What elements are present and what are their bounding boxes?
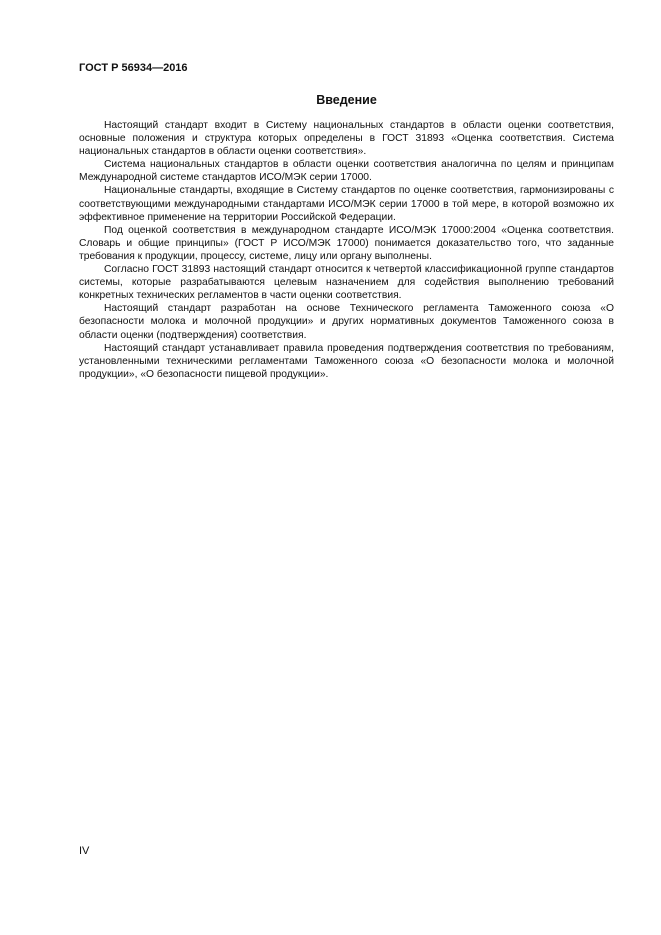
- introduction-body: [79, 119, 614, 381]
- paragraph-6: Настоящий стандарт разработан на основе Технического регламента Таможенного союза «О безопасности молока и молочной продукции» и других нормативных документов Таможенного союза в области оценки (подтверждения) соответствия.: [79, 303, 614, 341]
- paragraph-5: Согласно ГОСТ 31893 настоящий стандарт относится к четвертой классификационной группе стандартов системы, которые разрабатываются целевым назначением для содействия выполнению требований конкретных технических регламентов в части оценки соответствия.: [79, 264, 614, 302]
- section-title: Введение: [316, 93, 377, 107]
- page-number: IV: [79, 845, 90, 857]
- paragraph-2: Система национальных стандартов в области оценки соответствия аналогична по целям и принципам Международной системе стандартов ИСО/МЭК серии 17000.: [79, 159, 614, 184]
- paragraph-3: Национальные стандарты, входящие в Систему стандартов по оценке соответствия, гармонизированы с соответствующими международными стандартами ИСО/МЭК серии 17000 в той мере, в которой возможно их эффективное применение на территории Российской Федерации.: [79, 185, 614, 223]
- paragraph-7: Настоящий стандарт устанавливает правила проведения подтверждения соответствия по требованиям, установленными техническими регламентами Таможенного союза «О безопасности молока и молочной продукции», «О безопасности пищевой продукции».: [79, 342, 614, 380]
- document-code: ГОСТ Р 56934—2016: [79, 62, 188, 74]
- paragraph-4: Под оценкой соответствия в международном стандарте ИСО/МЭК 17000:2004 «Оценка соответствия. Словарь и общие принципы» (ГОСТ Р ИСО/МЭК 17000) понимается доказательство того, что заданные требования к продукции, процессу, системе, лицу или органу выполнены.: [79, 224, 614, 262]
- paragraph-1: Настоящий стандарт входит в Систему национальных стандартов в области оценки соответствия, основные положения и структура которых определены в ГОСТ 31893 «Оценка соответствия. Система национальных стандартов в области оценки соответствия».: [79, 120, 614, 158]
